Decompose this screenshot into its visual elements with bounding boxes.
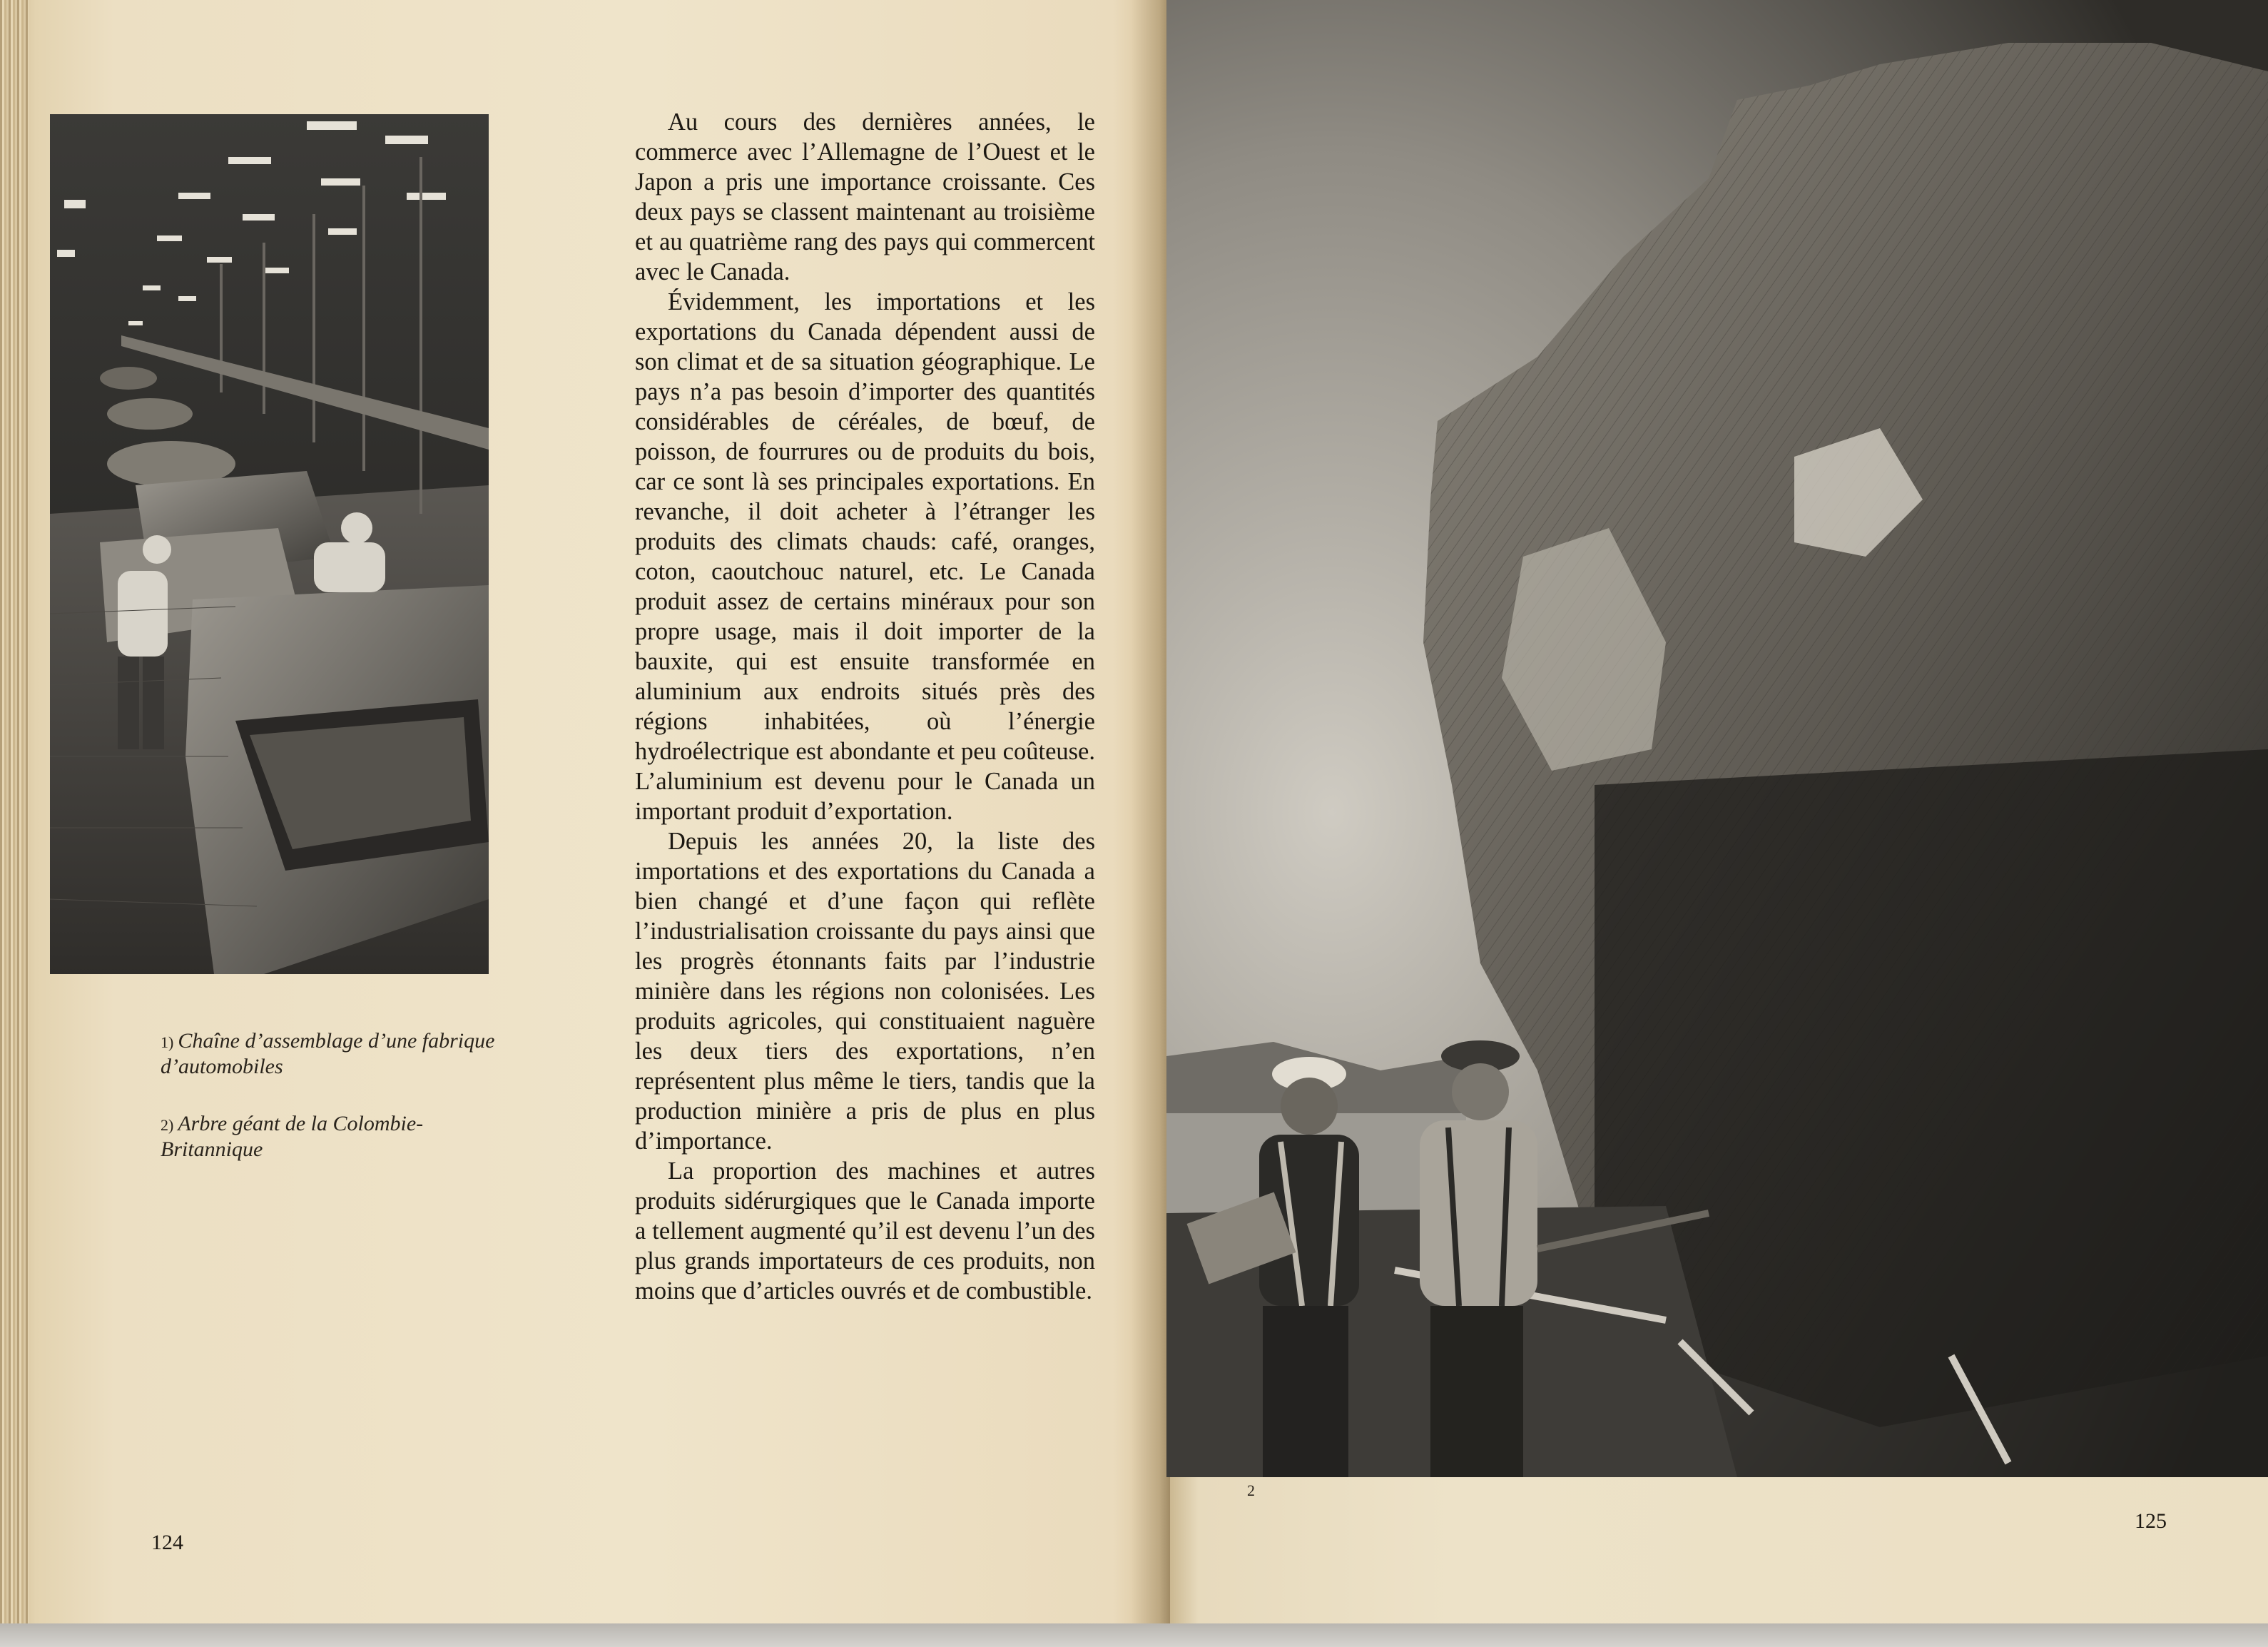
page-number-right: 125 [2135,1509,2167,1533]
paragraph: Au cours des dernières années, le commerce avec l’Allemagne de l’Ouest et le Japon a pris une importance croissante. Ces deux pays se classent maintenant au troisième et au quatrième rang des pays qui commercent avec le Canada. [635,108,1095,285]
paragraph: Évidemment, les importations et les exportations du Canada dépendent aussi de son climat et de sa situation géographique. Le pays n’a pas besoin d’importer des quantités considérables de céréales, de bœuf, de poisson, de fourrures ou de produits du bois, car ce sont là ses principales exportations. En revanche, il doit acheter à l’étranger les produits des climats chauds: café, oranges, coton, caoutchouc naturel, etc. Le Canada produit assez de certains minéraux pour son propre usage, mais il doit importer de la bauxite, qui est ensuite transformée en aluminium aux endroits situés près des régions inhabitées, où l’énergie hydroélectrique est abondante et peu coûteuse. L’aluminium est devenu pour le Canada un important produit d’exportation. [635,288,1095,825]
assembly-line-photo [50,114,489,974]
caption-2 [161,1112,503,1162]
scan-bottom-edge [0,1623,2268,1647]
giant-tree-photo [1166,0,2268,1477]
paragraph: Depuis les années 20, la liste des importations et des exportations du Canada a bien changé et d’une façon qui reflète l’industrialisation croissante du pays ainsi que les progrès étonnants faits par l’industrie minière dans les régions non colonisées. Les produits agricoles, qui constituaient naguère les deux tiers des exportations, n’en représentent plus même le tiers, tandis que la production minière a pris de plus en plus d’importance. [635,828,1095,1155]
body-text [635,107,1095,1306]
page-edges [0,0,29,1623]
gutter-shadow [1131,0,1170,1623]
caption-1 [161,1029,503,1079]
photo-captions [161,1029,503,1195]
caption-number: 1) [161,1033,174,1051]
caption-text: Chaîne d’assemblage d’une fabrique d’automobiles [161,1029,495,1078]
photo-number: 2 [1247,1481,1255,1499]
caption-number: 2) [161,1116,174,1134]
page-number-left: 124 [151,1531,183,1554]
paragraph: La proportion des machines et autres produits sidérurgiques que le Canada importe a tellement augmenté qu’il est devenu l’un des plus grands importateurs de ces produits, non moins que d’articles ouvrés et de combustible. [635,1157,1095,1304]
caption-text: Arbre géant de la Colombie-Britannique [161,1112,424,1161]
